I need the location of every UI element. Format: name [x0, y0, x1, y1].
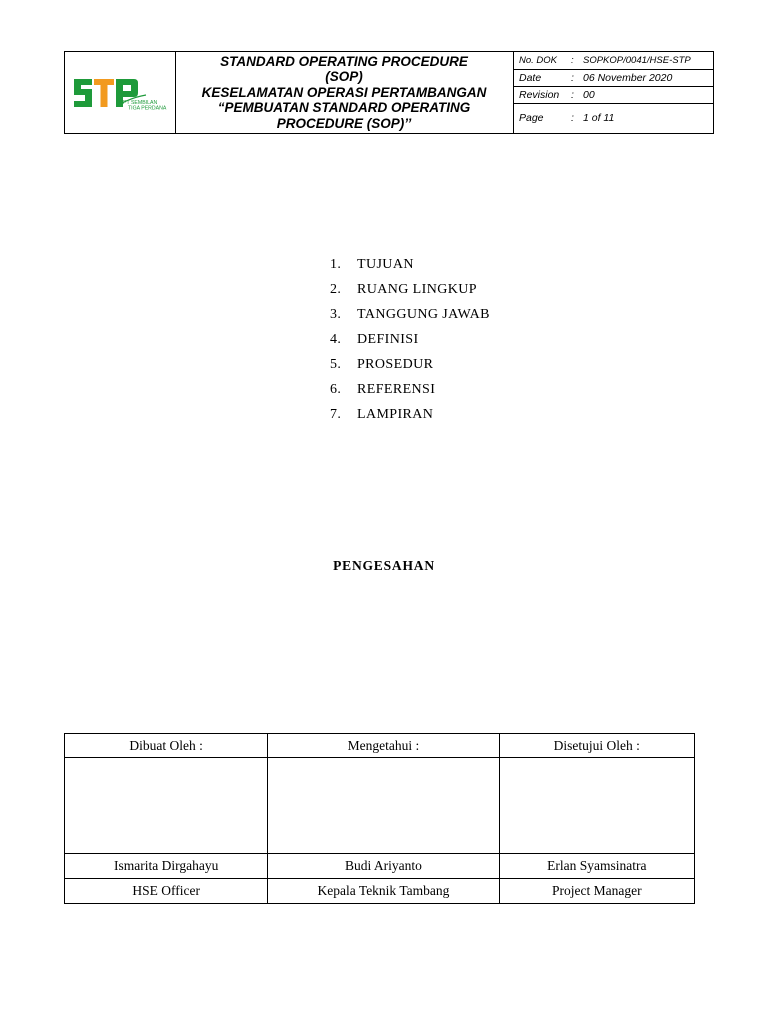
- toc-label: DEFINISI: [357, 332, 419, 347]
- logo-subtitle-2: TIGA PERDANA: [128, 105, 167, 112]
- name-row: [65, 854, 695, 879]
- meta-row-date: [513, 69, 713, 87]
- meta-label: Page: [519, 112, 544, 124]
- toc-item: [330, 255, 490, 280]
- toc-label: TUJUAN: [357, 257, 414, 272]
- signature-box: [499, 758, 694, 854]
- toc-number: 7.: [330, 407, 342, 422]
- meta-row-revision: [513, 86, 713, 104]
- signature-row: [65, 758, 695, 854]
- approval-table: [64, 733, 695, 904]
- document-title: [175, 52, 514, 133]
- document-header: [64, 51, 714, 134]
- signer-name: Erlan Syamsinatra: [499, 854, 694, 879]
- toc-number: 5.: [330, 357, 342, 372]
- meta-sep: :: [571, 71, 574, 84]
- signer-role: HSE Officer: [65, 879, 268, 904]
- logo-subtitle-1: PT SEMBILAN: [123, 100, 158, 106]
- approval-title: PENGESAHAN: [333, 558, 435, 573]
- toc-number: 2.: [330, 282, 342, 297]
- meta-label: No. DOK: [519, 55, 558, 66]
- role-row: [65, 879, 695, 904]
- title-line-3: KESELAMATAN OPERASI PERTAMBANGAN: [201, 84, 487, 100]
- signature-box: [65, 758, 268, 854]
- meta-row-doc-no: [513, 52, 713, 70]
- meta-sep: :: [571, 112, 574, 124]
- meta-sep: :: [571, 88, 574, 101]
- toc-number: 3.: [330, 307, 342, 322]
- approval-heading-row: [65, 734, 695, 758]
- toc-item: [330, 280, 490, 305]
- toc-item: [330, 330, 490, 355]
- stp-logo-icon: [72, 73, 172, 113]
- heading-prepared-by: Dibuat Oleh :: [65, 734, 268, 758]
- title-line-5: PROCEDURE (SOP)’’: [276, 115, 412, 131]
- meta-value: SOPKOP/0041/HSE-STP: [583, 55, 691, 66]
- meta-label: Date: [519, 71, 542, 84]
- signer-name: Budi Ariyanto: [268, 854, 499, 879]
- heading-approved-by: Disetujui Oleh :: [499, 734, 694, 758]
- logo-cell: [65, 52, 176, 133]
- toc-item: [330, 405, 490, 430]
- toc-number: 6.: [330, 382, 342, 397]
- meta-sep: :: [571, 55, 574, 66]
- meta-label: Revision: [519, 88, 560, 101]
- title-line-4: “PEMBUATAN STANDARD OPERATING: [217, 100, 471, 116]
- toc-label: TANGGUNG JAWAB: [357, 307, 490, 322]
- toc-item: [330, 380, 490, 405]
- toc-number: 4.: [330, 332, 342, 347]
- signer-role: Kepala Teknik Tambang: [268, 879, 499, 904]
- meta-value: 00: [583, 88, 595, 101]
- title-line-1: STANDARD OPERATING PROCEDURE: [220, 53, 468, 69]
- toc-label: REFERENSI: [357, 382, 436, 397]
- toc-label: LAMPIRAN: [357, 407, 434, 422]
- signer-name: Ismarita Dirgahayu: [65, 854, 268, 879]
- signature-box: [268, 758, 499, 854]
- toc-number: 1.: [330, 257, 342, 272]
- toc-label: PROSEDUR: [357, 357, 434, 372]
- title-line-2: (SOP): [325, 69, 363, 85]
- heading-acknowledged: Mengetahui :: [268, 734, 499, 758]
- meta-value: 1 of 11: [583, 112, 615, 124]
- table-of-contents: [330, 255, 490, 430]
- document-meta: [513, 52, 713, 133]
- toc-item: [330, 305, 490, 330]
- meta-row-page: [513, 103, 713, 133]
- toc-item: [330, 355, 490, 380]
- toc-label: RUANG LINGKUP: [357, 282, 477, 297]
- signer-role: Project Manager: [499, 879, 694, 904]
- meta-value: 06 November 2020: [583, 71, 673, 84]
